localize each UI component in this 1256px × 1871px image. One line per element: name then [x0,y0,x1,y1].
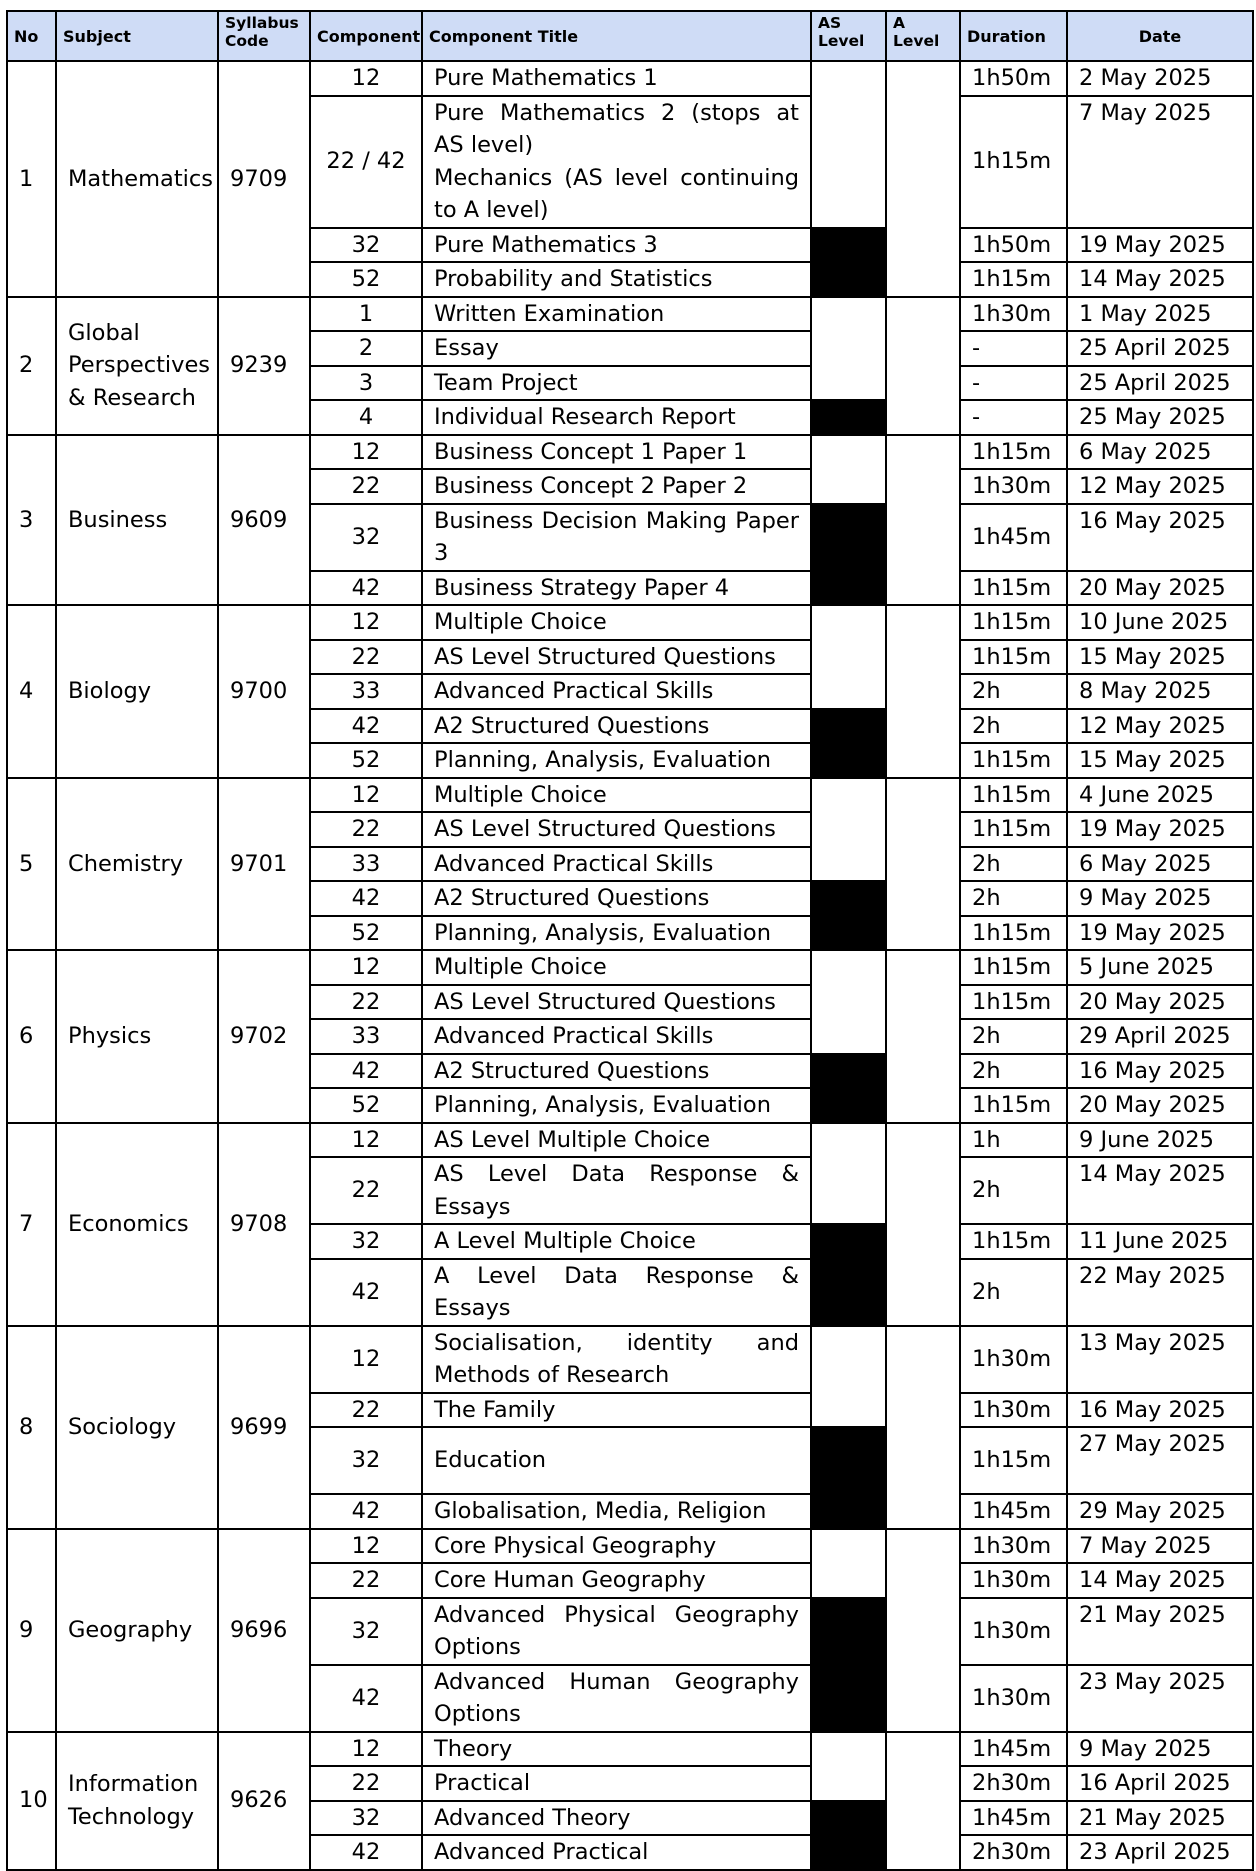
as-level-cell [811,61,886,228]
duration: 1h50m [960,61,1067,96]
component-title: Advanced Practical Skills [434,1023,714,1049]
component-title: Business Decision Making Paper 3 [434,507,799,566]
component-title-cell [422,605,811,640]
table-row [7,297,1253,332]
exam-date: 9 May 2025 [1067,881,1253,916]
exam-date: 12 May 2025 [1067,709,1253,744]
component-title-cell [422,1766,811,1801]
a-level-cell [886,61,960,297]
component-title: Practical [434,1770,531,1796]
duration: 2h [960,881,1067,916]
subject-name: Information Technology [56,1732,218,1870]
duration: 1h50m [960,228,1067,263]
duration: - [960,366,1067,401]
subject-name: Sociology [56,1326,218,1529]
component-title: AS Level Structured Questions [434,816,776,842]
component-title-cell [422,262,811,297]
component-title: AS Level Structured Questions [434,643,776,670]
syllabus-code: 9702 [218,950,310,1123]
subject-no: 1 [7,61,56,297]
duration: 1h15m [960,640,1067,675]
as-level-cell [811,297,886,401]
component-title: A Level Data Response & Essays [434,1262,799,1321]
table-row [7,61,1253,96]
header-syllabus-code: Syllabus Code [218,11,310,61]
component-number: 12 [310,61,422,96]
duration: 1h15m [960,812,1067,847]
duration: 1h30m [960,1665,1067,1732]
exam-date: 25 April 2025 [1067,366,1253,401]
a-level-cell [886,1529,960,1732]
component-title-cell [422,1123,811,1158]
duration: 1h15m [960,1088,1067,1123]
exam-date: 15 May 2025 [1067,743,1253,778]
component-title: Planning, Analysis, Evaluation [434,747,771,773]
as-level-cell [811,1529,886,1598]
syllabus-code: 9699 [218,1326,310,1529]
component-number: 2 [310,331,422,366]
component-number: 22 [310,1393,422,1428]
component-title-cell [422,1088,811,1123]
component-number: 42 [310,709,422,744]
as-level-marked-cell [811,400,886,435]
component-number: 12 [310,1529,422,1564]
duration: 1h15m [960,605,1067,640]
duration: 1h15m [960,96,1067,228]
component-title-cell [422,778,811,813]
exam-date: 21 May 2025 [1067,1801,1253,1836]
component-title: Planning, Analysis, Evaluation [434,1092,771,1118]
exam-timetable [6,10,1254,1871]
component-number: 33 [310,847,422,882]
component-title: Pure Mathematics 2 (stops at AS level) [434,99,799,158]
component-title-cell [422,847,811,882]
a-level-cell [886,1326,960,1529]
as-level-cell [811,778,886,882]
exam-date: 14 May 2025 [1067,262,1253,297]
component-number: 22 [310,985,422,1020]
subject-no: 5 [7,778,56,951]
component-title-cell [422,916,811,951]
subject-name: Mathematics [56,61,218,297]
exam-date: 6 May 2025 [1067,435,1253,470]
component-number: 12 [310,435,422,470]
component-title-cell [422,1494,811,1529]
component-number: 52 [310,916,422,951]
component-number: 22 [310,1157,422,1224]
component-number: 42 [310,571,422,606]
duration: 1h15m [960,1427,1067,1494]
duration: 1h30m [960,1529,1067,1564]
component-number: 42 [310,1835,422,1870]
duration: 2h [960,1259,1067,1326]
duration: 1h15m [960,950,1067,985]
component-title-cell [422,571,811,606]
as-level-cell [811,1326,886,1428]
component-title-cell [422,881,811,916]
subject-name: Biology [56,605,218,778]
subject-no: 6 [7,950,56,1123]
exam-date: 23 April 2025 [1067,1835,1253,1870]
component-number: 12 [310,605,422,640]
subject-no: 8 [7,1326,56,1529]
exam-date: 12 May 2025 [1067,469,1253,504]
exam-date: 27 May 2025 [1067,1427,1253,1494]
duration: 1h30m [960,1598,1067,1665]
duration: 2h30m [960,1835,1067,1870]
exam-date: 29 April 2025 [1067,1019,1253,1054]
component-title-cell [422,1259,811,1326]
component-number: 22 [310,1766,422,1801]
as-level-marked-cell [811,1801,886,1870]
exam-date: 23 May 2025 [1067,1665,1253,1732]
component-number: 1 [310,297,422,332]
exam-date: 29 May 2025 [1067,1494,1253,1529]
table-row [7,605,1253,640]
component-title: Essay [434,335,499,361]
component-number: 22 [310,640,422,675]
header-date: Date [1067,11,1253,61]
duration: 2h [960,847,1067,882]
component-title-cell [422,812,811,847]
header-as-level: AS Level [811,11,886,61]
component-title-cell [422,1054,811,1089]
component-number: 32 [310,1224,422,1259]
component-title: A Level Multiple Choice [434,1228,696,1254]
component-title-cell [422,1801,811,1836]
duration: 1h45m [960,1801,1067,1836]
exam-date: 19 May 2025 [1067,228,1253,263]
component-number: 12 [310,1732,422,1767]
component-title-cell [422,674,811,709]
exam-date: 16 May 2025 [1067,1054,1253,1089]
exam-date: 6 May 2025 [1067,847,1253,882]
component-title-cell [422,1326,811,1393]
component-title: Planning, Analysis, Evaluation [434,919,771,946]
component-number: 42 [310,1494,422,1529]
component-title: Multiple Choice [434,609,607,635]
exam-date: 20 May 2025 [1067,1088,1253,1123]
component-title: Individual Research Report [434,404,736,430]
component-title-cell [422,331,811,366]
a-level-cell [886,435,960,606]
component-number: 3 [310,366,422,401]
exam-date: 8 May 2025 [1067,674,1253,709]
syllabus-code: 9708 [218,1123,310,1326]
component-title-cell [422,985,811,1020]
exam-date: 10 June 2025 [1067,605,1253,640]
header-a-level: A Level [886,11,960,61]
as-level-marked-cell [811,228,886,297]
duration: 2h [960,674,1067,709]
component-title: Advanced Theory [434,1804,631,1831]
component-number: 33 [310,1019,422,1054]
header-component-title: Component Title [422,11,811,61]
duration: 2h30m [960,1766,1067,1801]
header-no: No [7,11,56,61]
component-title: Core Physical Geography [434,1532,717,1559]
component-title-cell [422,950,811,985]
component-number: 22 [310,469,422,504]
header-duration: Duration [960,11,1067,61]
syllabus-code: 9709 [218,61,310,297]
exam-schedule [6,10,1254,1871]
duration: 1h15m [960,1224,1067,1259]
as-level-marked-cell [811,1598,886,1732]
component-title-cell [422,1835,811,1870]
subject-no: 2 [7,297,56,435]
duration: 2h [960,709,1067,744]
component-title-cell [422,400,811,435]
subject-no: 10 [7,1732,56,1870]
exam-date: 15 May 2025 [1067,640,1253,675]
component-title-cell [422,1019,811,1054]
table-row [7,950,1253,985]
as-level-cell [811,605,886,709]
component-number: 12 [310,1123,422,1158]
duration: 1h15m [960,743,1067,778]
component-title: Theory [434,1735,513,1762]
component-number: 4 [310,400,422,435]
component-title: AS Level Structured Questions [434,988,776,1015]
component-title-cell [422,1665,811,1732]
duration: 1h15m [960,778,1067,813]
component-number: 12 [310,778,422,813]
component-title-secondary: Mechanics (AS level continuing to A level) [434,164,799,223]
component-number: 42 [310,1259,422,1326]
table-row [7,1326,1253,1393]
component-title-cell [422,504,811,571]
as-level-marked-cell [811,1054,886,1123]
component-number: 22 / 42 [310,96,422,228]
a-level-cell [886,605,960,778]
exam-date: 16 May 2025 [1067,504,1253,571]
header-subject: Subject [56,11,218,61]
component-number: 32 [310,504,422,571]
exam-date: 20 May 2025 [1067,571,1253,606]
exam-date: 19 May 2025 [1067,812,1253,847]
duration: - [960,400,1067,435]
component-title: Business Strategy Paper 4 [434,574,730,601]
component-number: 32 [310,228,422,263]
as-level-marked-cell [811,1224,886,1326]
component-title-cell [422,297,811,332]
component-title: Globalisation, Media, Religion [434,1498,767,1524]
component-title: Pure Mathematics 3 [434,231,658,258]
table-row [7,778,1253,813]
component-title-cell [422,61,811,96]
duration: 1h30m [960,297,1067,332]
exam-date: 14 May 2025 [1067,1563,1253,1598]
component-number: 22 [310,1563,422,1598]
table-row [7,1529,1253,1564]
exam-date: 19 May 2025 [1067,916,1253,951]
exam-date: 14 May 2025 [1067,1157,1253,1224]
as-level-marked-cell [811,881,886,950]
component-title-cell [422,1393,811,1428]
component-number: 52 [310,743,422,778]
duration: 1h15m [960,262,1067,297]
duration: 1h45m [960,1732,1067,1767]
component-title-cell [422,1224,811,1259]
as-level-marked-cell [811,504,886,606]
component-title: Written Examination [434,300,665,327]
subject-name: Business [56,435,218,606]
component-number: 33 [310,674,422,709]
as-level-cell [811,1732,886,1801]
component-title-cell [422,1157,811,1224]
component-title-cell [422,1732,811,1767]
component-title-cell [422,435,811,470]
component-number: 42 [310,881,422,916]
exam-date: 11 June 2025 [1067,1224,1253,1259]
duration: 1h30m [960,1326,1067,1393]
duration: 1h15m [960,916,1067,951]
duration: 2h [960,1157,1067,1224]
component-title: Multiple Choice [434,954,607,980]
exam-date: 7 May 2025 [1067,96,1253,228]
exam-date: 16 April 2025 [1067,1766,1253,1801]
exam-date: 1 May 2025 [1067,297,1253,332]
component-title: Probability and Statistics [434,266,713,292]
table-row [7,435,1253,470]
component-title: Advanced Physical Geography Options [434,1601,799,1660]
header-component: Component [310,11,422,61]
component-title-cell [422,1427,811,1494]
component-title-cell [422,1598,811,1665]
component-title: Business Concept 1 Paper 1 [434,438,748,465]
duration: 1h30m [960,469,1067,504]
component-title-cell [422,743,811,778]
syllabus-code: 9700 [218,605,310,778]
component-title: Advanced Practical Skills [434,850,714,877]
component-title-cell [422,228,811,263]
syllabus-code: 9696 [218,1529,310,1732]
a-level-cell [886,1123,960,1326]
component-number: 52 [310,1088,422,1123]
exam-date: 5 June 2025 [1067,950,1253,985]
as-level-cell [811,435,886,504]
as-level-cell [811,950,886,1054]
duration: - [960,331,1067,366]
component-number: 22 [310,812,422,847]
subject-name: Economics [56,1123,218,1326]
subject-no: 4 [7,605,56,778]
component-title-cell [422,366,811,401]
duration: 1h45m [960,1494,1067,1529]
component-number: 32 [310,1801,422,1836]
component-title-cell [422,709,811,744]
exam-date: 25 April 2025 [1067,331,1253,366]
subject-name: Geography [56,1529,218,1732]
a-level-cell [886,778,960,951]
exam-date: 21 May 2025 [1067,1598,1253,1665]
component-title-cell [422,96,811,228]
component-title: Team Project [434,369,578,396]
component-title: Education [434,1447,547,1474]
component-title: Socialisation, identity and Methods of Research [434,1329,799,1388]
subject-name: Chemistry [56,778,218,951]
syllabus-code: 9701 [218,778,310,951]
duration: 1h15m [960,985,1067,1020]
a-level-cell [886,297,960,435]
table-row [7,1732,1253,1767]
component-number: 52 [310,262,422,297]
exam-date: 9 June 2025 [1067,1123,1253,1158]
component-title: Core Human Geography [434,1567,706,1593]
component-title: Advanced Practical Skills [434,678,714,704]
as-level-marked-cell [811,1427,886,1529]
component-title: Multiple Choice [434,781,607,808]
a-level-cell [886,950,960,1123]
subject-no: 3 [7,435,56,606]
subject-name: Physics [56,950,218,1123]
exam-date: 13 May 2025 [1067,1326,1253,1393]
duration: 1h30m [960,1563,1067,1598]
exam-date: 20 May 2025 [1067,985,1253,1020]
component-title: A2 Structured Questions [434,712,710,739]
component-title-cell [422,469,811,504]
component-number: 42 [310,1665,422,1732]
component-title: Advanced Human Geography Options [434,1668,799,1727]
duration: 2h [960,1019,1067,1054]
syllabus-code: 9609 [218,435,310,606]
syllabus-code: 9239 [218,297,310,435]
duration: 1h45m [960,504,1067,571]
as-level-marked-cell [811,709,886,778]
component-title: A2 Structured Questions [434,885,710,911]
component-title: Business Concept 2 Paper 2 [434,473,748,499]
duration: 1h [960,1123,1067,1158]
component-number: 12 [310,950,422,985]
duration: 1h15m [960,571,1067,606]
component-title: Advanced Practical [434,1839,649,1865]
table-row [7,1123,1253,1158]
component-title: AS Level Data Response & Essays [434,1161,799,1220]
duration: 2h [960,1054,1067,1089]
component-title-cell [422,1529,811,1564]
exam-date: 25 May 2025 [1067,400,1253,435]
as-level-cell [811,1123,886,1225]
component-title: The Family [434,1396,556,1423]
syllabus-code: 9626 [218,1732,310,1870]
a-level-cell [886,1732,960,1870]
subject-no: 7 [7,1123,56,1326]
subject-name: Global Perspectives & Research [56,297,218,435]
component-number: 12 [310,1326,422,1393]
header-row [7,11,1253,61]
component-title: A2 Structured Questions [434,1057,710,1084]
exam-date: 4 June 2025 [1067,778,1253,813]
subject-no: 9 [7,1529,56,1732]
component-title-cell [422,640,811,675]
component-title-cell [422,1563,811,1598]
component-title: AS Level Multiple Choice [434,1126,711,1153]
component-number: 42 [310,1054,422,1089]
component-number: 32 [310,1427,422,1494]
duration: 1h30m [960,1393,1067,1428]
duration: 1h15m [960,435,1067,470]
exam-date: 2 May 2025 [1067,61,1253,96]
exam-date: 22 May 2025 [1067,1259,1253,1326]
exam-date: 9 May 2025 [1067,1732,1253,1767]
exam-date: 16 May 2025 [1067,1393,1253,1428]
component-title: Pure Mathematics 1 [434,65,658,91]
exam-date: 7 May 2025 [1067,1529,1253,1564]
component-number: 32 [310,1598,422,1665]
